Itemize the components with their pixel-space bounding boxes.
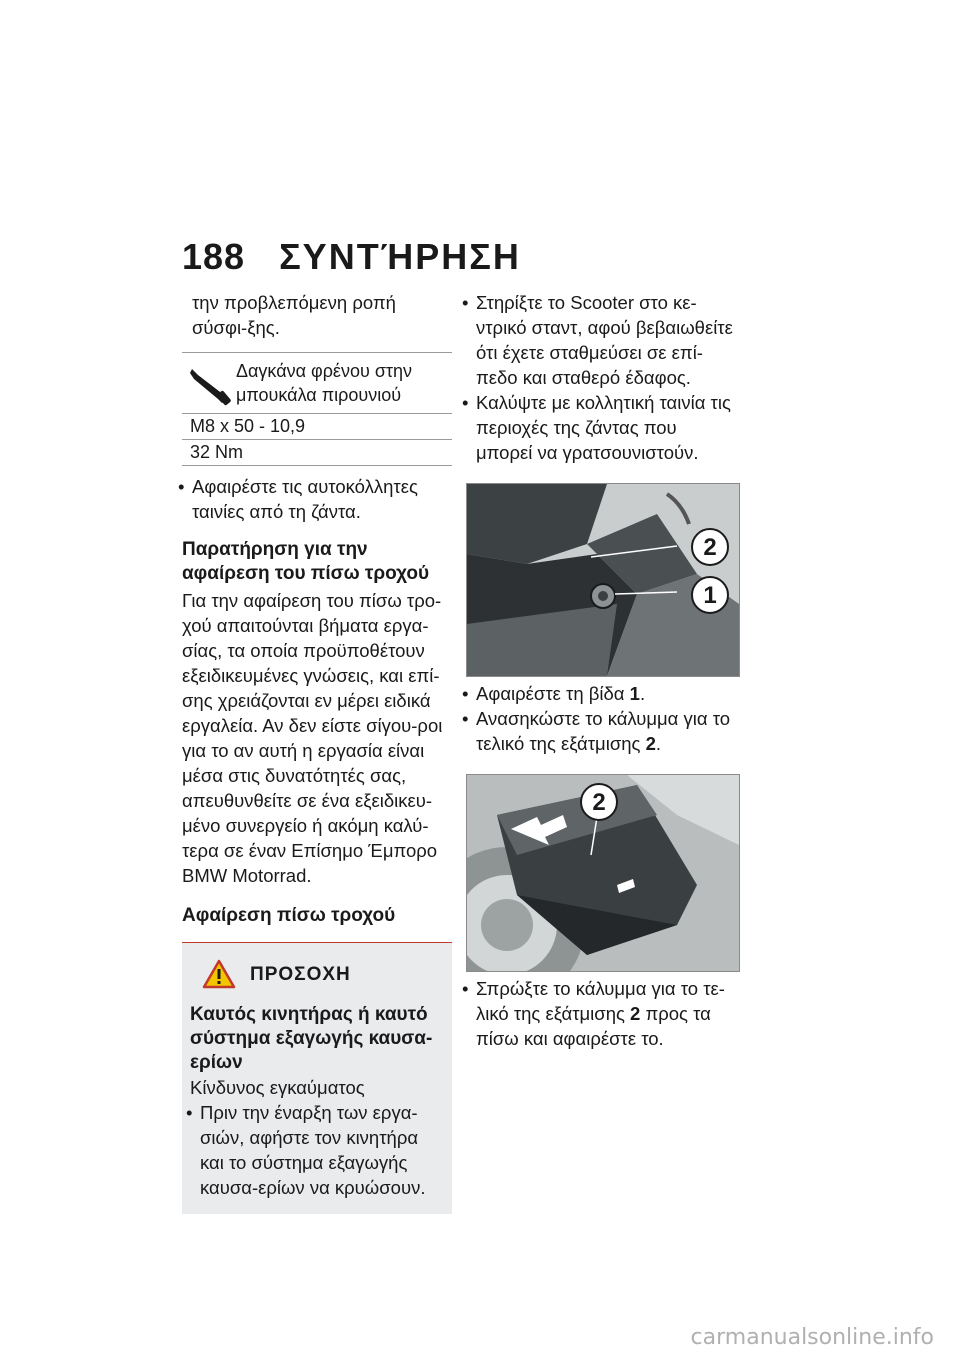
warning-title: ΠΡΟΣΟΧΗ — [250, 963, 351, 985]
list-item-remove-stickers: • Αφαιρέστε τις αυτοκόλλητες ταινίες από τη ζάντα. — [182, 474, 452, 524]
torque-table-header — [182, 353, 452, 414]
list-item-remove-screw — [466, 681, 738, 706]
page-number: 188 — [182, 236, 246, 277]
torque-table — [182, 352, 452, 466]
bullet-list-prep — [466, 290, 738, 465]
step-text: Αφαιρέστε τη βίδα — [476, 683, 630, 704]
right-column — [466, 290, 738, 1051]
step-text-end: προς τα πίσω και αφαιρέστε το. — [476, 1003, 711, 1049]
warning-risk: Κίνδυνος εγκαύματος — [190, 1077, 365, 1098]
photo-exhaust-screw — [466, 483, 740, 677]
callout-1: 1 — [691, 576, 729, 614]
ref-number: 1 — [629, 683, 640, 704]
bullet-list-steps — [466, 681, 738, 756]
warning-actions — [190, 1100, 444, 1200]
callout-2: 2 — [580, 783, 618, 821]
warning-triangle-icon — [202, 959, 236, 989]
torque-fastener-label: Δαγκάνα φρένου στην μπουκάλα πιρουνιού — [236, 361, 413, 405]
callout-2: 2 — [691, 528, 729, 566]
list-item-push-cover — [466, 976, 738, 1051]
torque-spec-row: M8 x 50 - 10,9 — [182, 414, 452, 440]
list-item-center-stand: • Στηρίξτε το Scooter στο κε-ντρικό σταντ, αφού βεβαιωθείτε ότι έχετε σταθμεύσει σε επί-πεδο και σταθερό έδαφος. — [466, 290, 738, 390]
step-text: Ανασηκώστε το κάλυμμα για το τελικό της εξάτμισης — [476, 708, 731, 754]
note-heading: Παρατήρηση για την αφαίρεση του πίσω τροχού — [182, 539, 429, 584]
bullet-list — [182, 474, 452, 524]
section-heading-remove-rear-wheel: Αφαίρεση πίσω τροχού — [182, 905, 396, 926]
intro-text: την προβλεπόμενη ροπή σύσφι-ξης. — [192, 292, 396, 338]
photo-exhaust-cover — [466, 774, 740, 972]
step-text-end: . — [655, 733, 662, 754]
watermark: carmanualsonline.info — [690, 1325, 934, 1350]
warning-action-item: • Πριν την έναρξη των εργα-σιών, αφήστε τον κινητήρα και το σύστημα εξαγωγής καυσα-ερίων να κρυώσουν. — [190, 1100, 444, 1200]
ref-number: 2 — [630, 1003, 641, 1024]
page-header — [182, 236, 521, 278]
bullet-list-final — [466, 976, 738, 1051]
warning-box — [182, 943, 452, 1214]
step-text: Σπρώξτε το κάλυμμα για το τε-λικό της εξάτμισης — [476, 978, 725, 1024]
torque-value-row: 32 Nm — [182, 440, 452, 466]
warning-header — [202, 959, 444, 989]
step-text-end: . — [639, 683, 646, 704]
list-item-tape-rim: • Καλύψτε με κολλητική ταινία τις περιοχές της ζάντας που μπορεί να γρατσουνιστούν. — [466, 390, 738, 465]
warning-hazard: Καυτός κινητήρας ή καυτό σύστημα εξαγωγής καυσα-ερίων — [190, 1004, 433, 1073]
note-body: Για την αφαίρεση του πίσω τρο-χού απαιτούνται βήματα εργα-σίας, τα οποία προϋποθέτουν εξειδικευμένες γνώσεις, και επί-σης χρειάζονται εν μέρει ειδικά εργαλεία. Αν δεν είστε σίγου-ροι για το αν αυτή η εργασία είναι μέσα στις δυνατότητές σας, απευθυνθείτε σε ένα εξειδικευ-μένο συνεργείο ή ακόμη καλύ-τερα σε έναν Επίσημο Έμπορο BMW Motorrad. — [182, 590, 443, 886]
section-title: ΣΥΝΤΉΡΗΣΗ — [279, 236, 521, 277]
left-column — [182, 290, 452, 1214]
list-item-lift-cover — [466, 706, 738, 756]
ref-number: 2 — [645, 733, 656, 754]
torque-wrench-icon — [182, 353, 236, 413]
